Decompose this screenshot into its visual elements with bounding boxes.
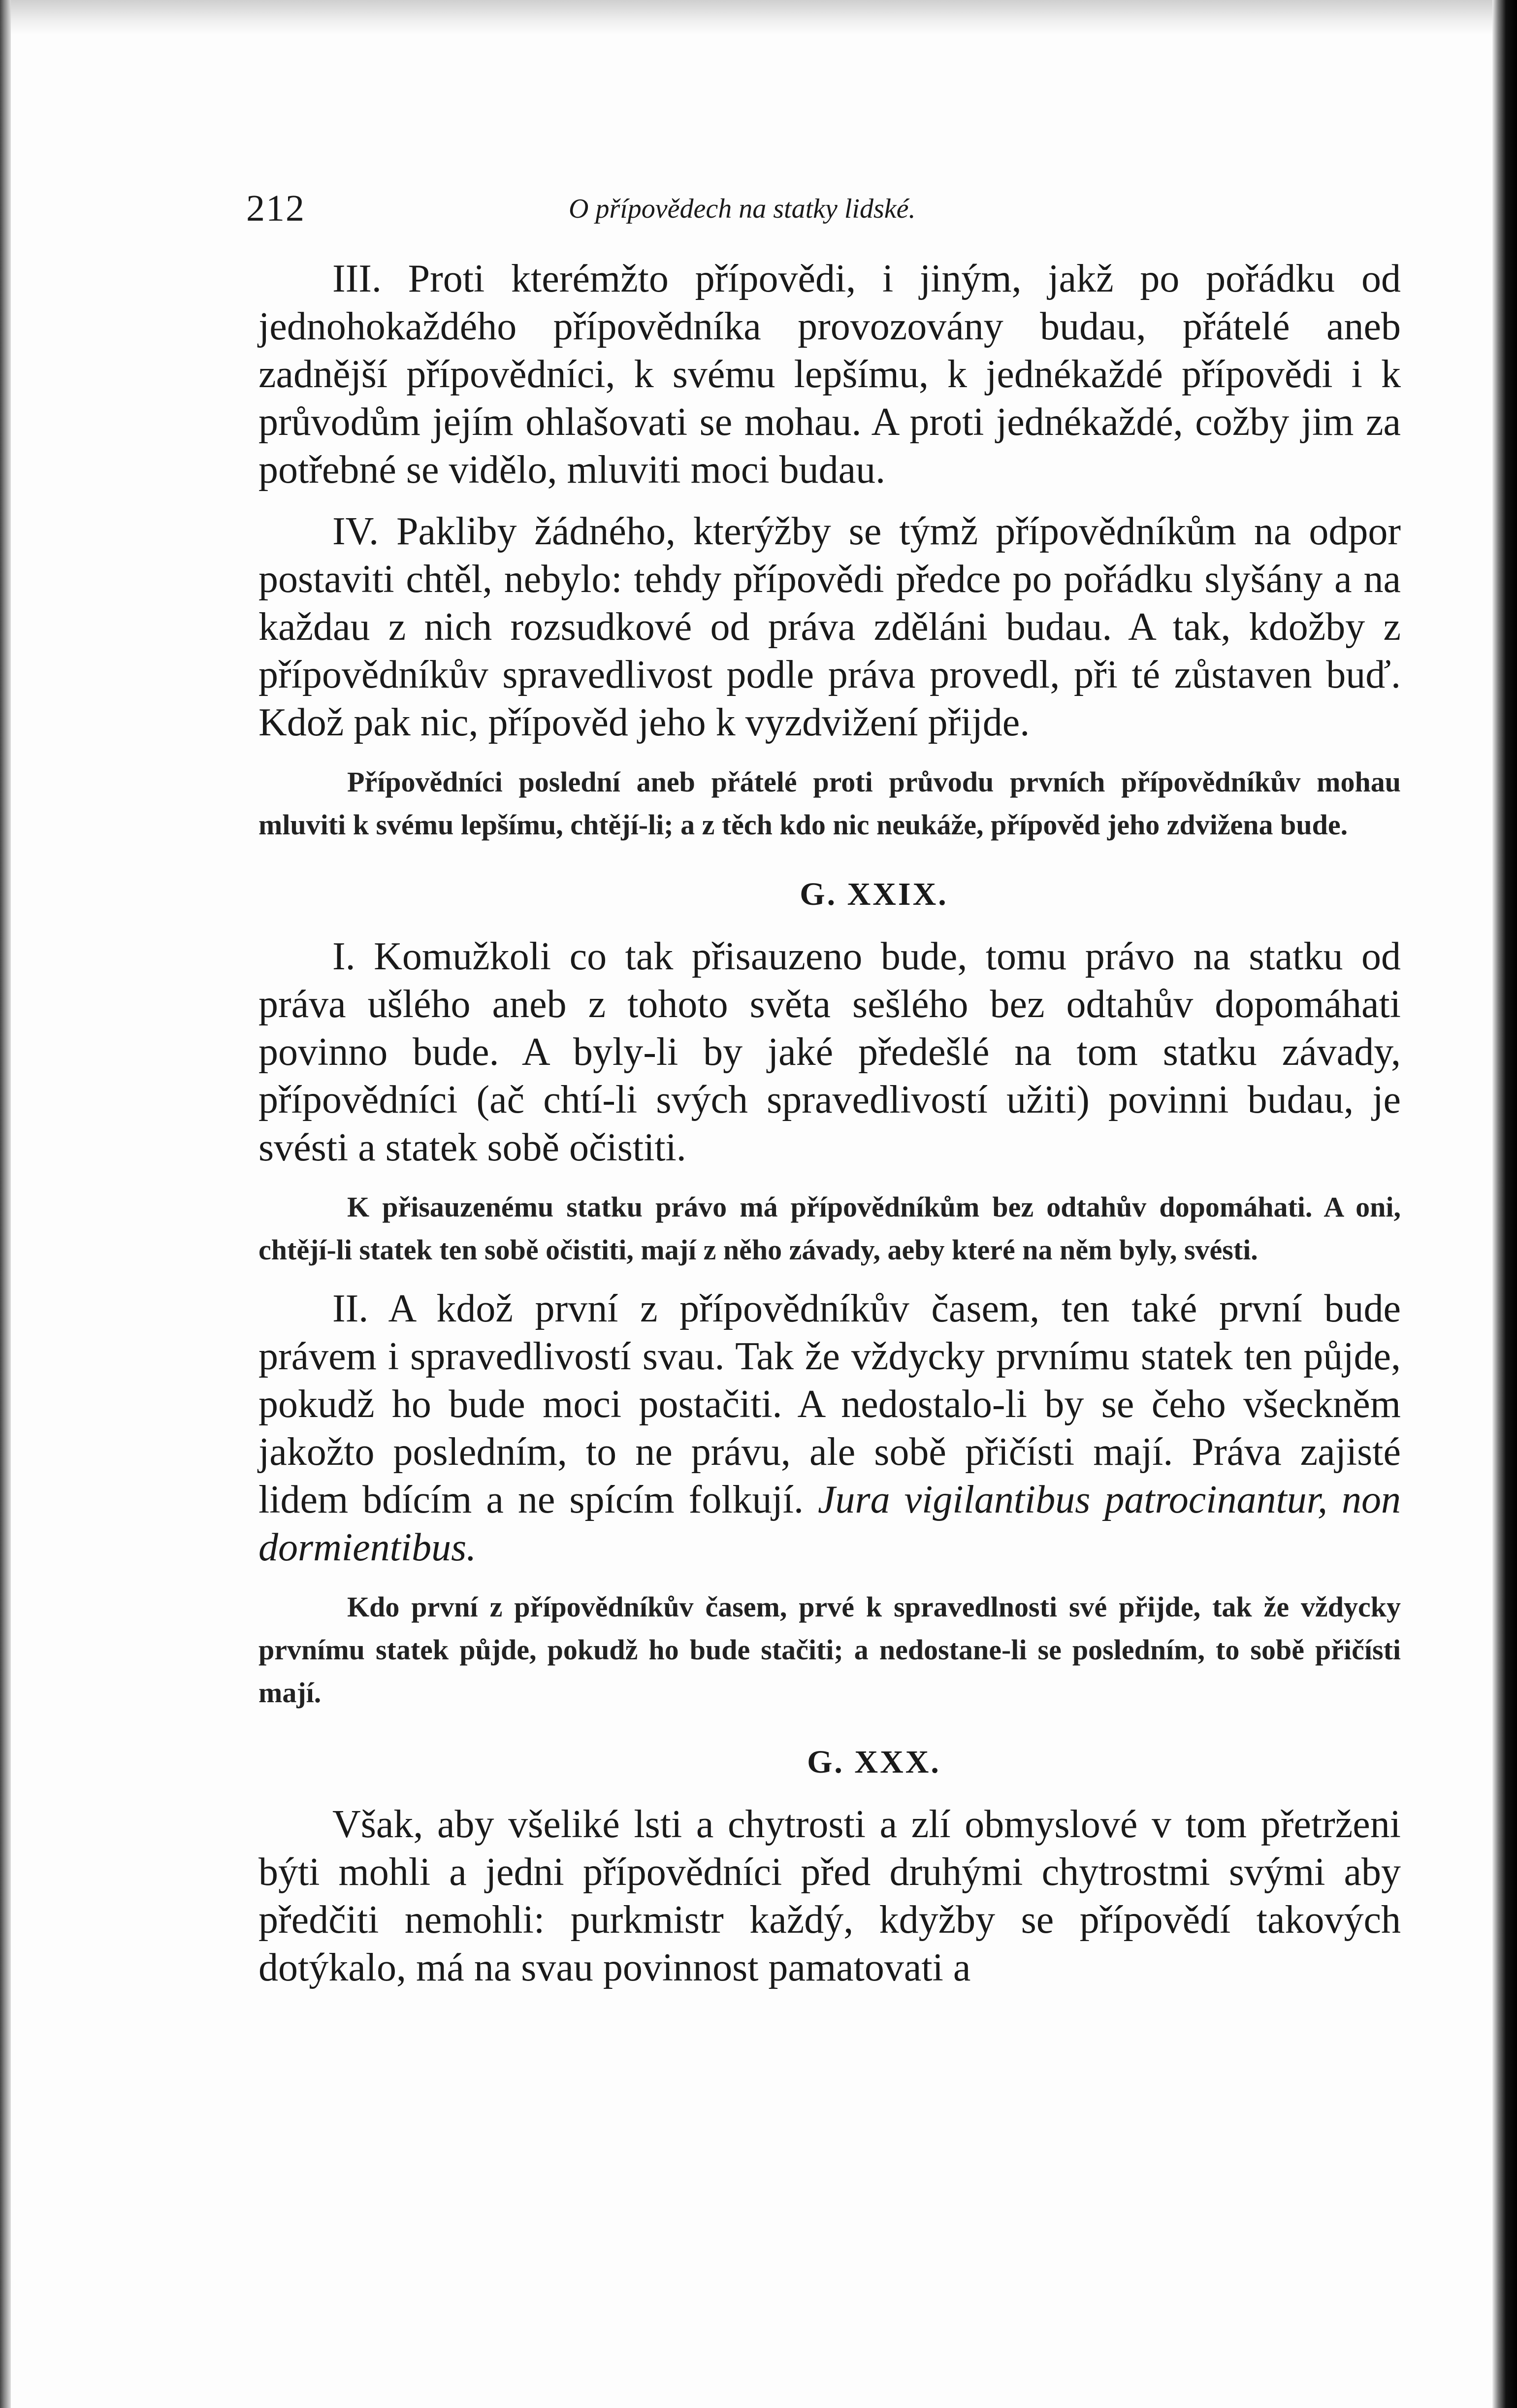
note-paragraph-3: Kdo první z přípovědníkův časem, prvé k spravedlnosti své přijde, tak že vždycky prvnímu statek půjde, pokudž ho bude stačiti; a nedostane-li se posledním, to sobě přičísti mají. bbox=[258, 1591, 1401, 1709]
page-number: 212 bbox=[246, 188, 305, 229]
paragraph-iv: IV. Pakliby žádného, kterýžby se týmž přípovědníkům na odpor postaviti chtěl, nebylo: tehdy přípovědi předce po pořádku slyšány a na každau z nich rozsudkové od práva zděláni budau. A tak, kdožby z přípovědníkův spravedlivost podle práva provedl, při té zůstaven buď. Kdož pak nic, přípověd jeho k vyzdvižení přijde. bbox=[258, 510, 1401, 744]
latin-maxim: Jura vigilantibus patrocinantur, non dormientibus. bbox=[258, 1478, 1401, 1569]
note-paragraph-2: K přisauzenému statku právo má přípovědníkům bez odtahův dopomáhati. A oni, chtějí-li statek ten sobě očistiti, mají z něho závady, aeby které na něm byly, svésti. bbox=[258, 1191, 1401, 1266]
paragraph-xxix-i: I. Komužkoli co tak přisauzeno bude, tomu právo na statku od práva ušlého aneb z tohoto světa sešlého bez odtahův dopomáhati povinno bude. A byly-li by jaké předešlé na tom statku závady, přípovědníci (ač chtí-li svých spravedlivostí užiti) povinni budau, je svésti a statek sobě očistiti. bbox=[258, 935, 1401, 1169]
page-edge-right bbox=[1492, 0, 1517, 2408]
page-header bbox=[246, 187, 1401, 241]
paragraph-iii: III. Proti kterémžto přípovědi, i jiným, jakž po pořádku od jednohokaždého přípovědníka provozovány budau, přátelé aneb zadnější přípovědníci, k svému lepšímu, k jednékaždé přípovědi i k průvodům jejím ohlašovati se mohau. A proti jednékaždé, cožby jim za potřebné se vidělo, mluviti moci budau. bbox=[258, 257, 1401, 492]
section-heading-xxix: G. XXIX. bbox=[800, 876, 948, 912]
running-title: O přípovědech na statky lidské. bbox=[569, 194, 916, 224]
page-content bbox=[246, 187, 1401, 1992]
paragraph-xxix-ii bbox=[258, 1285, 1401, 1572]
paragraph-xxx: Však, aby všeliké lsti a chytrosti a zlí obmyslové v tom přetrženi býti mohli a jedni přípovědníci před druhými chytrostmi svými aby předčiti nemohli: purkmistr každý, kdyžby se přípovědí takových dotýkalo, má na svau povinnost pamatovati a bbox=[258, 1803, 1401, 1989]
note-paragraph-1: Přípovědníci poslední aneb přátelé proti průvodu prvních přípovědníkův mohau mluviti k svému lepšímu, chtějí-li; a z těch kdo nic neukáže, přípověd jeho zdvižena bude. bbox=[258, 766, 1401, 841]
section-heading-xxx: G. XXX. bbox=[807, 1744, 941, 1780]
page-edge-top bbox=[0, 0, 1517, 34]
paragraph-xxix-ii-text: II. A kdož první z přípovědníkův časem, ten také první bude právem i spravedlivostí svau. Tak že vždycky prvnímu statek ten půjde, pokudž ho bude moci postačiti. A nedostalo-li by se čeho všeckněm jakožto posledním, to ne právu, ale sobě přičísti mají. Práva zajisté lidem bdícím a ne spícím folkují. bbox=[258, 1287, 1401, 1521]
page-edge-left bbox=[0, 0, 11, 2408]
